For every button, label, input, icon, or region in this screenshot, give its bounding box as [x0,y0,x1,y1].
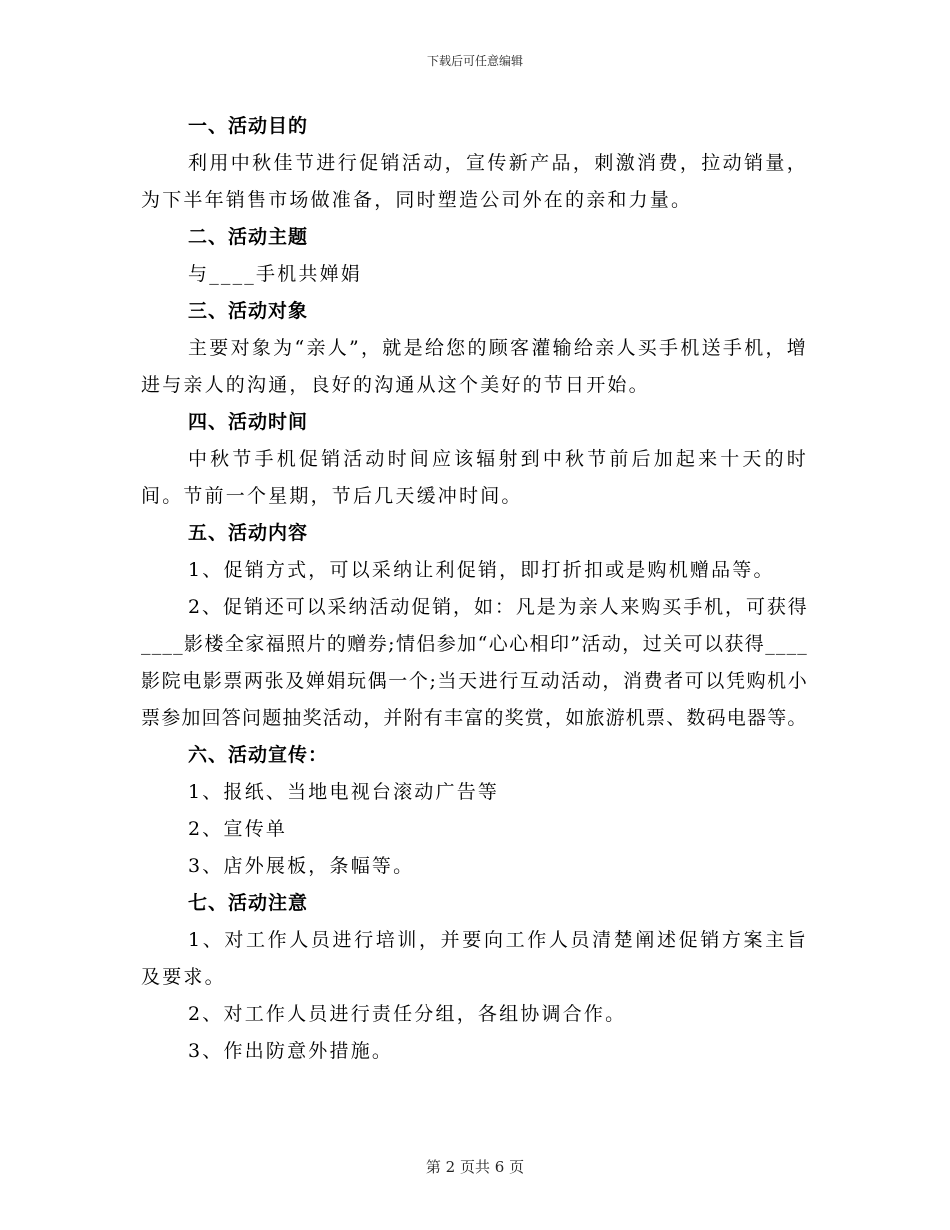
document-body [141,108,808,1070]
page-footer: 第 2 页共 6 页 [425,1158,525,1176]
paragraph: 主要对象为“亲人”，就是给您的顾客灌输给亲人买手机送手机，增进与亲人的沟通，良好的沟通从这个美好的节日开始。 [141,337,808,396]
section-heading: 四、活动时间 [188,411,309,433]
paragraph: 1、报纸、当地电视台滚动广告等 [188,781,500,803]
section-heading: 五、活动内容 [188,522,309,544]
section-heading: 六、活动宣传： [188,744,329,766]
section-heading: 二、活动主题 [188,226,309,248]
paragraph: 2、宣传单 [188,818,288,840]
paragraph: 3、店外展板，条幅等。 [188,855,415,877]
paragraph: 2、促销还可以采纳活动促销，如：凡是为亲人来购买手机，可获得____影楼全家福照片的赠券;情侣参加“心心相印”活动，过关可以获得____影院电影票两张及婵娟玩偶一个;当天进行互动活动，消费者可以凭购机小票参加回答问题抽奖活动，并附有丰富的奖赏，如旅游机票、数码电器等。 [141,596,808,729]
paragraph: 与____手机共婵娟 [188,263,363,285]
section-heading: 三、活动对象 [188,300,309,322]
paragraph: 3、作出防意外措施。 [188,1040,394,1062]
paragraph: 利用中秋佳节进行促销活动，宣传新产品，刺激消费，拉动销量，为下半年销售市场做准备，同时塑造公司外在的亲和力量。 [141,152,808,211]
section-heading: 一、活动目的 [188,115,309,137]
paragraph: 1、对工作人员进行培训，并要向工作人员清楚阐述促销方案主旨及要求。 [141,929,808,988]
page-header: 下载后可任意编辑 [426,54,523,68]
section-heading: 七、活动注意 [188,892,309,914]
paragraph: 2、对工作人员进行责任分组，各组协调合作。 [188,1003,627,1025]
paragraph: 1、促销方式，可以采纳让利促销，即打折扣或是购机赠品等。 [188,559,775,581]
paragraph: 中秋节手机促销活动时间应该辐射到中秋节前后加起来十天的时间。节前一个星期，节后几天缓冲时间。 [141,448,808,507]
